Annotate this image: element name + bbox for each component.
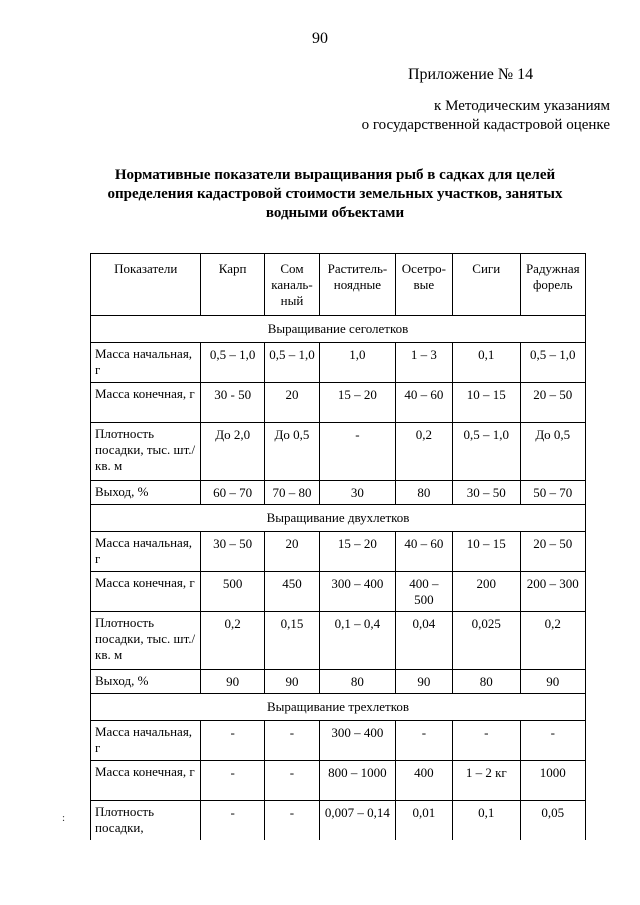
row-label: Масса конечная, г — [91, 761, 201, 801]
table-cell: 0,1 – 0,4 — [320, 612, 396, 670]
table-cell: 40 – 60 — [395, 532, 452, 572]
table-cell: - — [320, 423, 396, 481]
table-cell: 400 — [395, 761, 452, 801]
table-cell: - — [201, 801, 264, 841]
table-cell: 70 – 80 — [264, 481, 319, 505]
table-row — [91, 761, 586, 801]
table-cell: До 0,5 — [520, 423, 585, 481]
section-title: Выращивание трехлетков — [91, 694, 586, 721]
table-cell: - — [201, 761, 264, 801]
table-cell: - — [264, 761, 319, 801]
table-cell: 0,1 — [453, 801, 521, 841]
table-cell: 30 — [320, 481, 396, 505]
table-cell: 20 — [264, 532, 319, 572]
table-cell: 0,1 — [453, 343, 521, 383]
table-cell: 20 — [264, 383, 319, 423]
header-cell: Сиги — [453, 254, 521, 316]
table-cell: - — [453, 721, 521, 761]
table-cell: 90 — [395, 670, 452, 694]
table-cell: 450 — [264, 572, 319, 612]
norms-table — [90, 253, 586, 840]
appendix-reference-line-2: о государственной кадастровой оценке — [361, 117, 610, 133]
section-row — [91, 694, 586, 721]
table-cell: 90 — [201, 670, 264, 694]
table-cell: 0,5 – 1,0 — [264, 343, 319, 383]
table-cell: 0,04 — [395, 612, 452, 670]
row-label: Плотность посадки, тыс. шт./кв. м — [91, 423, 201, 481]
table-cell: 30 – 50 — [453, 481, 521, 505]
table-cell: 0,2 — [201, 612, 264, 670]
table-cell: 50 – 70 — [520, 481, 585, 505]
row-label: Масса начальная, г — [91, 721, 201, 761]
header-cell: Карп — [201, 254, 264, 316]
table-cell: 90 — [264, 670, 319, 694]
table-cell: 15 – 20 — [320, 532, 396, 572]
header-cell: Осетро-вые — [395, 254, 452, 316]
header-cell: Раститель-ноядные — [320, 254, 396, 316]
table-cell: 0,2 — [395, 423, 452, 481]
table-cell: 0,5 – 1,0 — [201, 343, 264, 383]
table-cell: 0,15 — [264, 612, 319, 670]
table-cell: До 2,0 — [201, 423, 264, 481]
table-cell: 80 — [453, 670, 521, 694]
appendix-label: Приложение № 14 — [408, 66, 534, 83]
table-row — [91, 423, 586, 481]
table-cell: 80 — [320, 670, 396, 694]
margin-mark: : — [62, 812, 66, 824]
appendix-reference — [330, 97, 610, 135]
table-cell: 200 — [453, 572, 521, 612]
table-cell: 60 – 70 — [201, 481, 264, 505]
table-row — [91, 801, 586, 841]
table-cell: 0,01 — [395, 801, 452, 841]
table-cell: 90 — [520, 670, 585, 694]
table-row — [91, 670, 586, 694]
row-label: Масса конечная, г — [91, 572, 201, 612]
table-row — [91, 721, 586, 761]
table-cell: 300 – 400 — [320, 721, 396, 761]
table-header-row — [91, 254, 586, 316]
section-title: Выращивание сеголетков — [91, 316, 586, 343]
header-cell: Радужная форель — [520, 254, 585, 316]
table-cell: 30 – 50 — [201, 532, 264, 572]
page-number: 90 — [312, 30, 328, 47]
section-row — [91, 505, 586, 532]
table-cell: - — [264, 801, 319, 841]
table-cell: 1 – 3 — [395, 343, 452, 383]
table-cell: 0,5 – 1,0 — [453, 423, 521, 481]
table-cell: 800 – 1000 — [320, 761, 396, 801]
table-cell: 10 – 15 — [453, 383, 521, 423]
document-title: Нормативные показатели выращивания рыб в садках для целей определения кадастровой стоимости земельных участков, занятых водными объектами — [107, 167, 563, 221]
table-cell: 10 – 15 — [453, 532, 521, 572]
table-row — [91, 343, 586, 383]
header-cell: Сом каналь-ный — [264, 254, 319, 316]
table-cell: 0,007 – 0,14 — [320, 801, 396, 841]
row-label: Плотность посадки, тыс. шт./кв. м — [91, 612, 201, 670]
table-cell: 0,2 — [520, 612, 585, 670]
table-row — [91, 532, 586, 572]
table-cell: 300 – 400 — [320, 572, 396, 612]
row-label: Выход, % — [91, 670, 201, 694]
table-cell: - — [264, 721, 319, 761]
row-label: Масса конечная, г — [91, 383, 201, 423]
row-label: Плотность посадки, — [91, 801, 201, 841]
row-label: Масса начальная, г — [91, 532, 201, 572]
table-cell: 80 — [395, 481, 452, 505]
table-row — [91, 383, 586, 423]
table-cell: 500 — [201, 572, 264, 612]
table-cell: 0,05 — [520, 801, 585, 841]
row-label: Масса начальная, г — [91, 343, 201, 383]
table-cell: 0,5 – 1,0 — [520, 343, 585, 383]
table-cell: 400 – 500 — [395, 572, 452, 612]
table-cell: - — [395, 721, 452, 761]
header-cell: Показатели — [91, 254, 201, 316]
table-cell: 15 – 20 — [320, 383, 396, 423]
row-label: Выход, % — [91, 481, 201, 505]
appendix-reference-line-1: к Методическим указаниям — [434, 98, 610, 114]
table-cell: 1,0 — [320, 343, 396, 383]
table-cell: - — [201, 721, 264, 761]
table-cell: - — [520, 721, 585, 761]
table-cell: 1 – 2 кг — [453, 761, 521, 801]
table-row — [91, 481, 586, 505]
table-cell: До 0,5 — [264, 423, 319, 481]
table-cell: 200 – 300 — [520, 572, 585, 612]
table-row — [91, 612, 586, 670]
section-title: Выращивание двухлетков — [91, 505, 586, 532]
table-cell: 0,025 — [453, 612, 521, 670]
table-cell: 20 – 50 — [520, 383, 585, 423]
table-cell: 1000 — [520, 761, 585, 801]
table-row — [91, 572, 586, 612]
table-cell: 30 - 50 — [201, 383, 264, 423]
section-row — [91, 316, 586, 343]
table-cell: 40 – 60 — [395, 383, 452, 423]
table-cell: 20 – 50 — [520, 532, 585, 572]
